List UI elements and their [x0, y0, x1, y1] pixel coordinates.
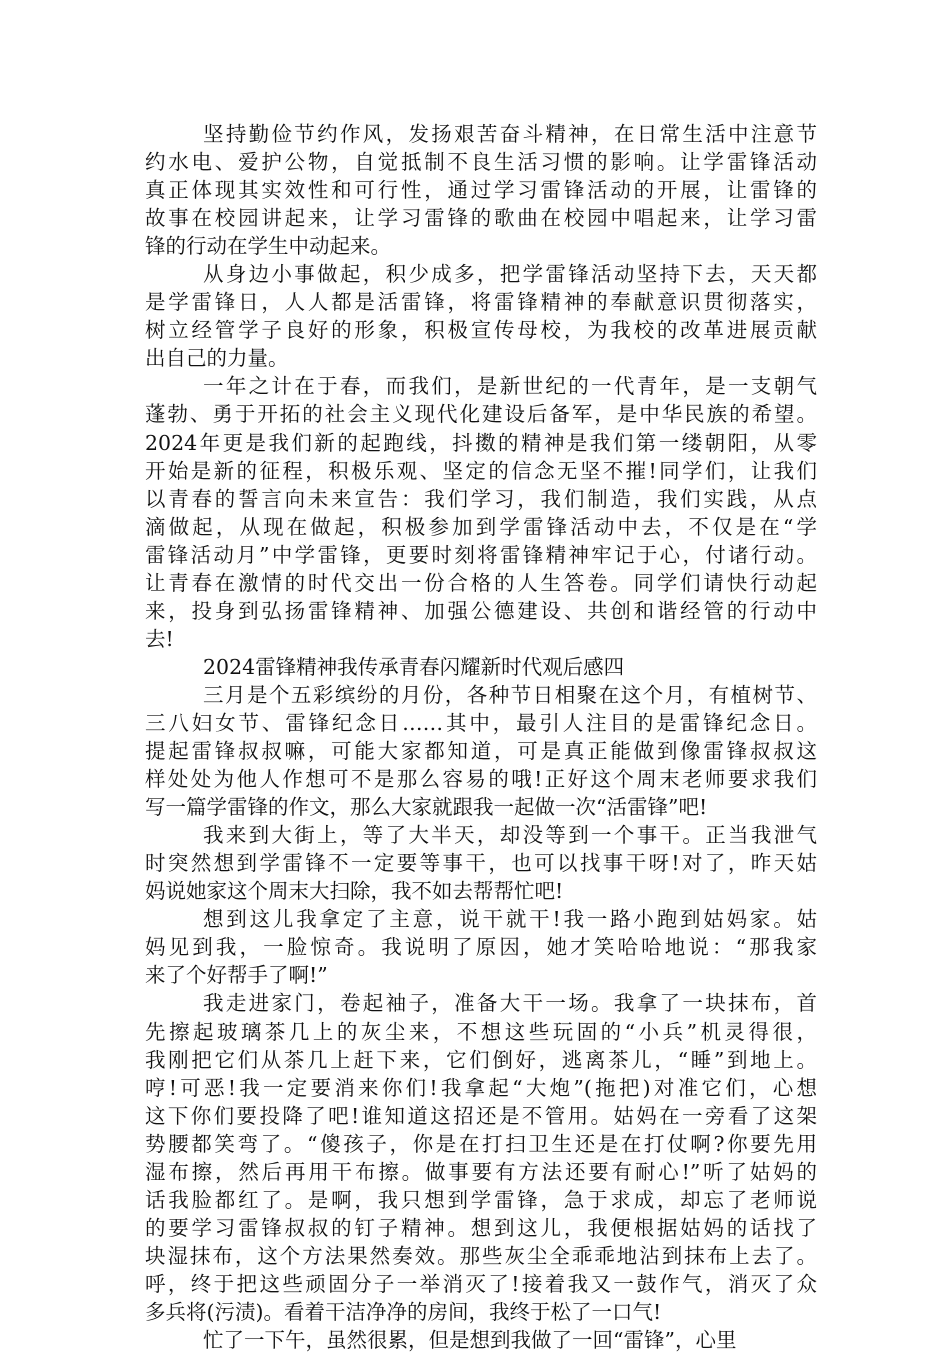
text-line: 我刚把它们从茶几上赶下来，它们倒好，逃离茶儿，“睡”到地上。	[145, 1047, 817, 1072]
text-line: 我来到大街上，等了大半天，却没等到一个事干。正当我泄气	[203, 823, 817, 848]
text-line: 树立经管学子良好的形象，积极宣传母校，为我校的改革进展贡献	[145, 318, 817, 343]
text-line: 蓬勃、勇于开拓的社会主义现代化建设后备军，是中华民族的希望。	[145, 402, 817, 427]
paragraph	[145, 260, 817, 372]
text-line: 雷锋活动月”中学雷锋，更要时刻将雷锋精神牢记于心，付诸行动。	[145, 542, 817, 567]
text-line: 多兵将(污渍)。看着干洁净净的房间，我终于松了一口气!	[145, 1299, 662, 1324]
text-line: 样处处为他人作想可不是那么容易的哦!正好这个周末老师要求我们	[145, 767, 817, 792]
text-line: 话我脸都红了。是啊，我只想到学雷锋，急于求成，却忘了老师说	[145, 1187, 817, 1212]
text-line: 时突然想到学雷锋不一定要等事干，也可以找事干呀!对了，昨天姑	[145, 851, 817, 876]
text-line: 写一篇学雷锋的作文，那么大家就跟我一起做一次“活雷锋”吧!	[145, 795, 708, 820]
text-line: 的要学习雷锋叔叔的钉子精神。想到这儿，我便根据姑妈的话找了	[145, 1215, 817, 1240]
text-line: 我走进家门，卷起袖子，准备大干一场。我拿了一块抹布，首	[203, 991, 817, 1016]
paragraph	[145, 1326, 817, 1354]
section-heading	[145, 653, 817, 681]
paragraph	[145, 372, 817, 652]
text-line: 呼，终于把这些顽固分子一举消灭了!接着我又一鼓作气，消灭了众	[145, 1271, 817, 1296]
text-line: 块湿抹布，这个方法果然奏效。那些灰尘全乖乖地沾到抹布上去了。	[145, 1243, 817, 1268]
paragraph	[145, 905, 817, 989]
text-line: 先擦起玻璃茶几上的灰尘来，不想这些玩固的“小兵”机灵得很，	[145, 1019, 817, 1044]
text-line: 忙了一下午，虽然很累，但是想到我做了一回“雷锋”，心里	[203, 1328, 737, 1353]
text-line: 让青春在激情的时代交出一份合格的人生答卷。同学们请快行动起	[145, 570, 817, 595]
text-line: 提起雷锋叔叔嘛，可能大家都知道，可是真正能做到像雷锋叔叔这	[145, 739, 817, 764]
text-line: 开始是新的征程，积极乐观、坚定的信念无坚不摧!同学们，让我们	[145, 458, 817, 483]
text-line: 哼!可恶!我一定要消来你们!我拿起“大炮”(拖把)对准它们，心想	[145, 1075, 817, 1100]
text-line: 是学雷锋日，人人都是活雷锋，将雷锋精神的奉献意识贯彻落实，	[145, 290, 817, 315]
paragraph	[145, 120, 817, 260]
text-line: 想到这儿我拿定了主意，说干就干!我一路小跑到姑妈家。姑	[203, 907, 817, 932]
text-line: 三八妇女节、雷锋纪念日……其中，最引人注目的是雷锋纪念日。	[145, 710, 817, 735]
text-line: 真正体现其实效性和可行性，通过学习雷锋活动的开展，让雷锋的	[145, 178, 817, 203]
paragraph	[145, 821, 817, 905]
text-line: 湿布擦，然后再用干布擦。做事要有方法还要有耐心!”听了姑妈的	[145, 1159, 817, 1184]
text-line: 2024年更是我们新的起跑线，抖擞的精神是我们第一缕朝阳，从零	[145, 430, 817, 455]
text-line: 三月是个五彩缤纷的月份，各种节日相聚在这个月，有植树节、	[203, 682, 817, 707]
paragraph	[145, 989, 817, 1326]
text-line: 妈见到我，一脸惊奇。我说明了原因，她才笑哈哈地说：“那我家	[145, 935, 817, 960]
paragraph	[145, 681, 817, 821]
text-line: 来了个好帮手了啊!”	[145, 963, 328, 988]
text-line: 妈说她家这个周末大扫除，我不如去帮帮忙吧!	[145, 879, 564, 904]
text-line: 去!	[145, 626, 174, 651]
text-line: 势腰都笑弯了。“傻孩子，你是在打扫卫生还是在打仗啊?你要先用	[145, 1131, 817, 1156]
text-line: 这下你们要投降了吧!谁知道这招还是不管用。姑妈在一旁看了这架	[145, 1103, 817, 1128]
heading-line: 2024雷锋精神我传承青春闪耀新时代观后感四	[203, 654, 625, 679]
text-line: 来，投身到弘扬雷锋精神、加强公德建设、共创和谐经管的行动中	[145, 598, 817, 623]
text-line: 故事在校园讲起来，让学习雷锋的歌曲在校园中唱起来，让学习雷	[145, 206, 817, 231]
text-line: 滴做起，从现在做起，积极参加到学雷锋活动中去，不仅是在“学	[145, 514, 817, 539]
document-page	[145, 120, 817, 1354]
text-line: 锋的行动在学生中动起来。	[145, 234, 391, 259]
text-line: 以青春的誓言向未来宣告：我们学习，我们制造，我们实践，从点	[145, 486, 817, 511]
text-line: 一年之计在于春，而我们，是新世纪的一代青年，是一支朝气	[203, 374, 817, 399]
text-line: 出自己的力量。	[145, 346, 289, 371]
text-line: 从身边小事做起，积少成多，把学雷锋活动坚持下去，天天都	[203, 262, 817, 287]
text-line: 坚持勤俭节约作风，发扬艰苦奋斗精神，在日常生活中注意节	[203, 122, 817, 146]
text-line: 约水电、爱护公物，自觉抵制不良生活习惯的影响。让学雷锋活动	[145, 150, 817, 175]
